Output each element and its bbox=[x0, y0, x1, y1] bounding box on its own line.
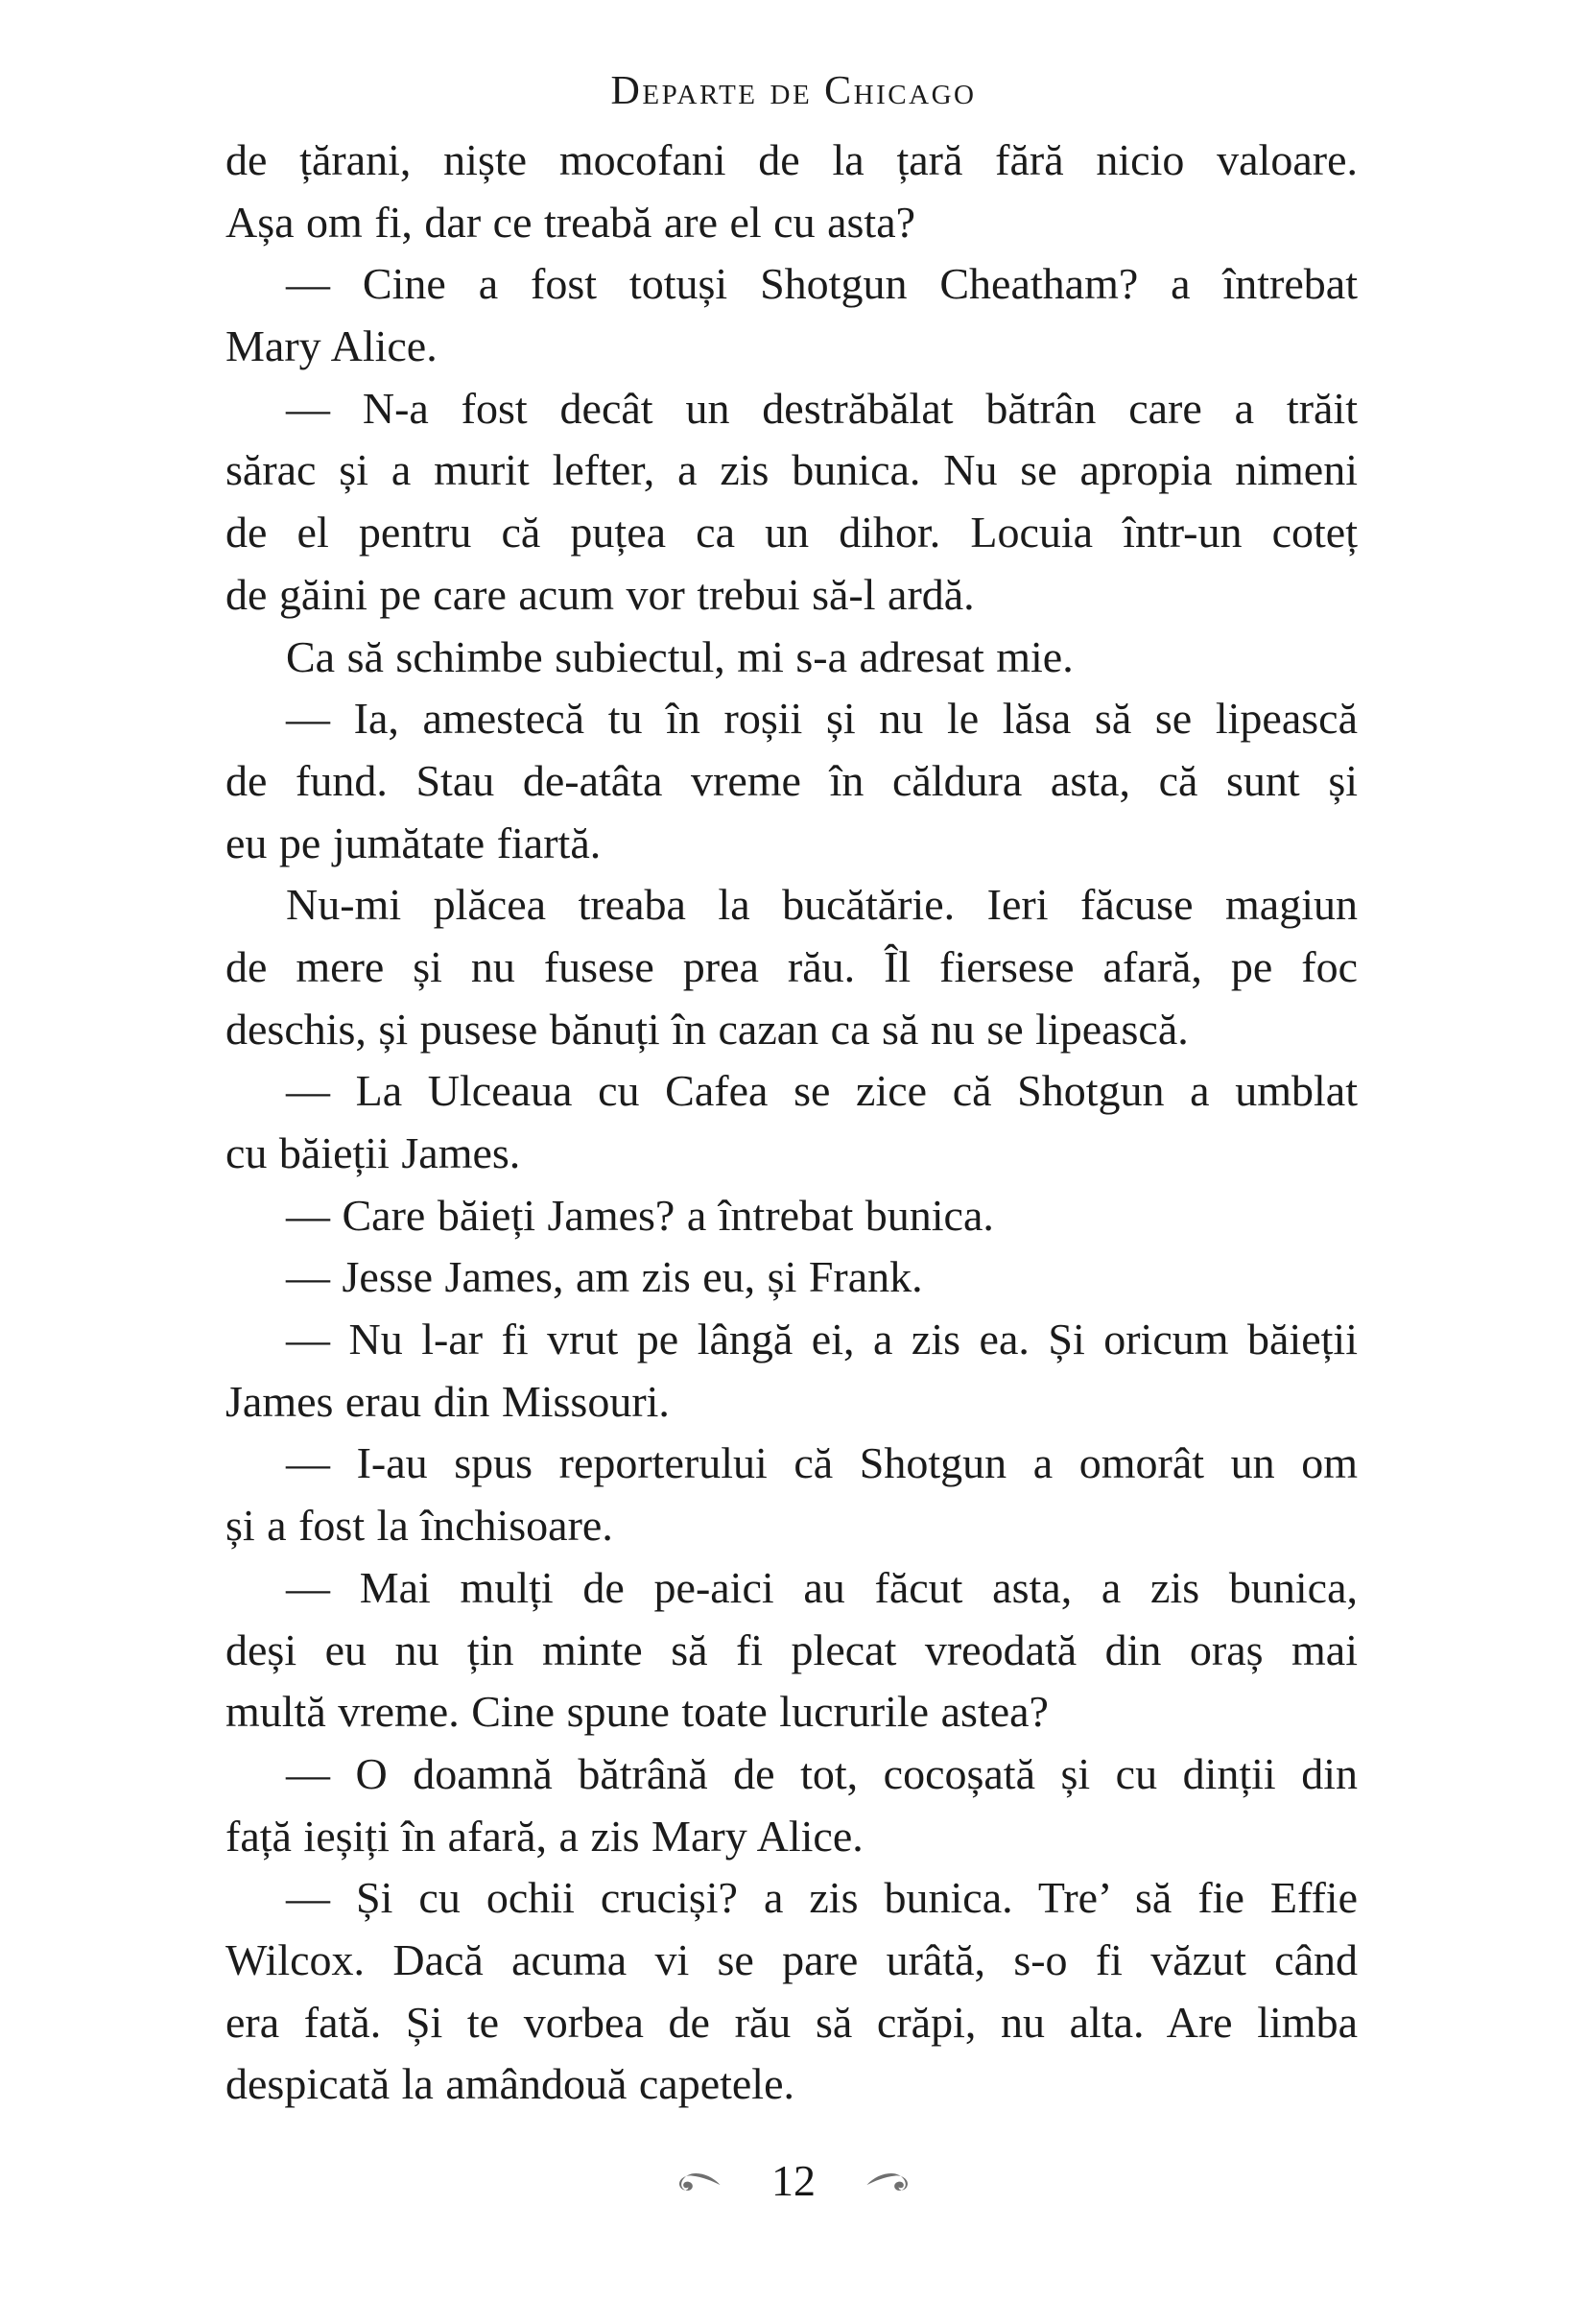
text-line: de fund. Stau de-atâta vreme în căldura asta, că sunt și bbox=[225, 755, 1358, 805]
swirl-flourish-right-icon bbox=[865, 2168, 913, 2194]
text-line: Wilcox. Dacă acuma vi se pare urâtă, s-o fi văzut când bbox=[225, 1934, 1358, 1984]
text-line: față ieșiți în afară, a zis Mary Alice. bbox=[225, 1811, 864, 1861]
text-line: — Care băieți James? a întrebat bunica. bbox=[286, 1190, 994, 1240]
swirl-flourish-left-icon bbox=[674, 2168, 722, 2194]
text-line: deși eu nu țin minte să fi plecat vreodată din oraș mai bbox=[225, 1624, 1358, 1674]
footer bbox=[0, 2156, 1587, 2205]
text-line: Ca să schimbe subiectul, mi s-a adresat mie. bbox=[286, 631, 1074, 681]
body-text bbox=[225, 130, 1358, 2116]
text-line: Mary Alice. bbox=[225, 321, 438, 371]
text-line: despicată la amândouă capetele. bbox=[225, 2059, 795, 2109]
text-line: — Ia, amestecă tu în roșii și nu le lăsa să se lipească bbox=[286, 694, 1358, 744]
text-line: cu băieții James. bbox=[225, 1128, 521, 1177]
text-line: sărac și a murit lefter, a zis bunica. Nu se apropia nimeni bbox=[225, 445, 1358, 495]
text-line: de mere și nu fusese prea rău. Îl fiersese afară, pe foc bbox=[225, 941, 1358, 991]
text-line: eu pe jumătate fiartă. bbox=[225, 818, 602, 867]
text-line: — N-a fost decât un destrăbălat bătrân care a trăit bbox=[286, 383, 1358, 433]
page-number: 12 bbox=[771, 2156, 816, 2205]
text-line: de țărani, niște mocofani de la țară fără nicio valoare. bbox=[225, 135, 1358, 184]
text-line: — O doamnă bătrână de tot, cocoșată și cu dinții din bbox=[286, 1748, 1358, 1798]
text-line: era fată. Și te vorbea de rău să crăpi, nu alta. Are limba bbox=[225, 1997, 1358, 2047]
text-line: — Cine a fost totuși Shotgun Cheatham? a întrebat bbox=[286, 259, 1358, 309]
text-line: Nu-mi plăcea treaba la bucătărie. Ieri făcuse magiun bbox=[286, 880, 1358, 930]
text-line: — La Ulceaua cu Cafea se zice că Shotgun a umblat bbox=[286, 1066, 1358, 1116]
text-line: — I-au spus reporterului că Shotgun a omorât un om bbox=[286, 1438, 1358, 1488]
text-line: și a fost la închisoare. bbox=[225, 1501, 613, 1551]
text-line: — Nu l-ar fi vrut pe lângă ei, a zis ea. Și oricum băieții bbox=[286, 1315, 1358, 1364]
text-line: James erau din Missouri. bbox=[225, 1376, 670, 1426]
text-line: de găini pe care acum vor trebui să-l ardă. bbox=[225, 569, 975, 619]
running-header: Departe de Chicago bbox=[610, 69, 977, 113]
text-line: de el pentru că puțea ca un dihor. Locuia într-un coteț bbox=[225, 508, 1358, 557]
text-line: — Mai mulți de pe-aici au făcut asta, a zis bunica, bbox=[286, 1562, 1358, 1612]
text-line: Așa om fi, dar ce treabă are el cu asta? bbox=[225, 197, 916, 247]
text-line: — Jesse James, am zis eu, și Frank. bbox=[286, 1252, 923, 1302]
text-line: multă vreme. Cine spune toate lucrurile astea? bbox=[225, 1687, 1049, 1737]
text-line: deschis, și pusese bănuți în cazan ca să nu se lipească. bbox=[225, 1004, 1189, 1054]
text-line: — Și cu ochii cruciși? a zis bunica. Tre’ să fie Effie bbox=[286, 1873, 1358, 1923]
